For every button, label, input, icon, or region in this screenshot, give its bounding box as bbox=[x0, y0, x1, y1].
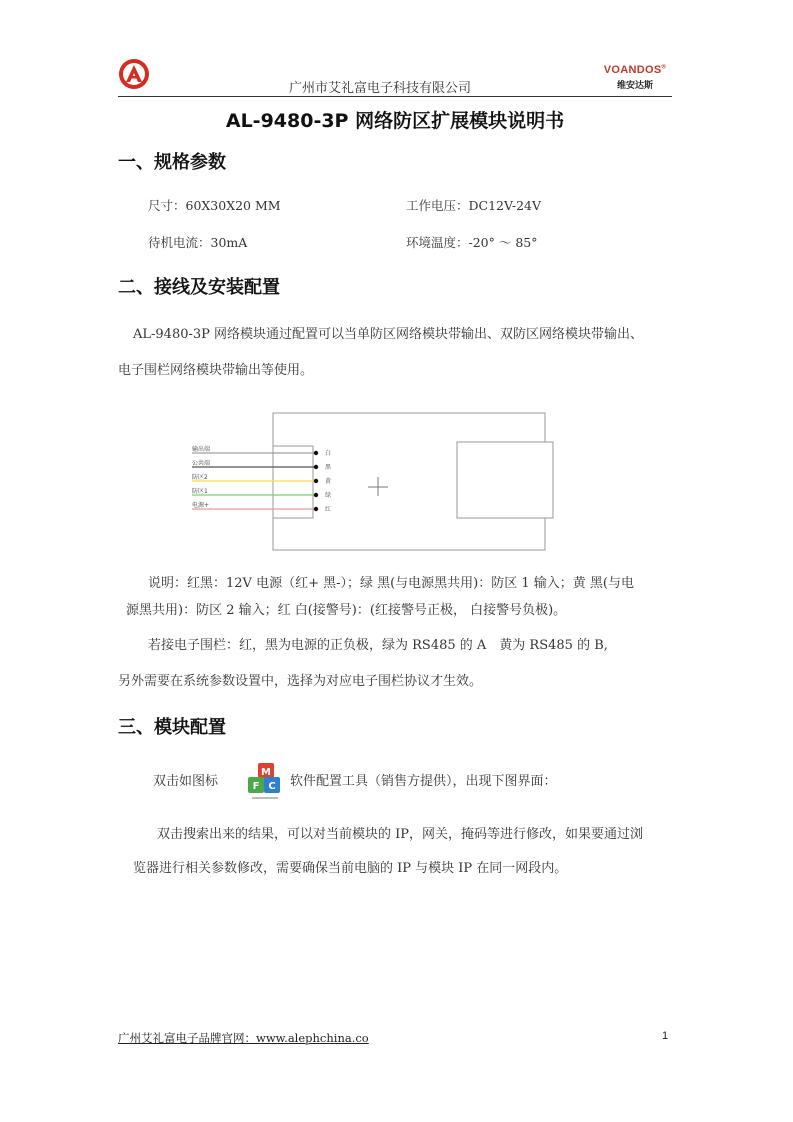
config-search-line2: 览器进行相关参数修改，需要确保当前电脑的 IP 与模块 IP 在同一网段内。 bbox=[133, 861, 568, 876]
company-name: 广州市艾礼富电子科技有限公司 bbox=[288, 81, 471, 96]
wire-label-right: 白 bbox=[325, 450, 332, 457]
icon-letter-m: M bbox=[261, 767, 271, 778]
config-text-before-icon: 双击如图标 bbox=[153, 774, 219, 789]
terminal-block bbox=[273, 446, 313, 518]
wire-label-left: 输出端 bbox=[192, 446, 211, 453]
wire-label-right: 黑 bbox=[325, 464, 332, 471]
brand-logo bbox=[600, 64, 670, 91]
config-search-line1: 双击搜索出来的结果，可以对当前模块的 IP，网关，掩码等进行修改，如果要通过浏 bbox=[157, 827, 644, 842]
wire-label-right: 黄 bbox=[325, 478, 332, 485]
spec-temperature: 环境温度：-20° ～ 85° bbox=[406, 235, 538, 250]
registered-mark: ® bbox=[661, 64, 667, 71]
page-number: 1 bbox=[662, 1030, 669, 1042]
document-title: AL-9480-3P 网络防区扩展模块说明书 bbox=[225, 110, 565, 132]
section-heading-config: 三、模块配置 bbox=[118, 717, 226, 738]
wire-label-left: 防区1 bbox=[192, 488, 208, 495]
wiring-intro-line1: AL-9480-3P 网络模块通过配置可以当单防区网络模块带输出、双防区网络模块带输出、 bbox=[133, 327, 644, 342]
spec-size: 尺寸：60X30X20 MM bbox=[148, 198, 281, 213]
section-heading-specs: 一、规格参数 bbox=[118, 152, 226, 173]
company-logo bbox=[118, 58, 150, 90]
wiring-description-line2: 源黑共用)：防区 2 输入；红 白(接警号)：(红接警号正极， 白接警号负极)。 bbox=[126, 603, 567, 618]
icon-letter-f: F bbox=[252, 781, 260, 792]
terminal-dot bbox=[314, 465, 318, 469]
terminal-dot bbox=[314, 451, 318, 455]
brand-name-cn: 维安达斯 bbox=[616, 81, 653, 91]
fence-note-line2: 另外需要在系统参数设置中，选择为对应电子围栏协议才生效。 bbox=[118, 674, 483, 689]
wire-label-left: 电源+ bbox=[192, 502, 210, 509]
config-text-after-icon: 软件配置工具（销售方提供），出现下图界面： bbox=[290, 774, 557, 789]
footer-website-link[interactable]: 广州艾礼富电子品牌官网：www.alephchina.co bbox=[118, 1031, 369, 1045]
wiring-diagram bbox=[182, 396, 562, 556]
wire-label-right: 绿 bbox=[325, 492, 332, 499]
icon-letter-c: C bbox=[268, 781, 276, 792]
wire-label-left: 防区2 bbox=[192, 474, 208, 481]
fence-note-line1: 若接电子围栏：红，黑为电源的正负极，绿为 RS485 的 A 黄为 RS485 的 B, bbox=[148, 638, 608, 653]
spec-standby-current: 待机电流：30mA bbox=[148, 235, 248, 250]
wiring-description-line1: 说明：红黑：12V 电源（红+ 黑-）；绿 黑(与电源黑共用)：防区 1 输入；黄 黑(与电 bbox=[148, 576, 634, 591]
wire-label-right: 红 bbox=[325, 506, 332, 513]
wire-label-left: 公共端 bbox=[192, 460, 211, 467]
config-tool-icon[interactable] bbox=[244, 760, 288, 804]
section-heading-wiring: 二、接线及安装配置 bbox=[118, 277, 280, 298]
module-component bbox=[457, 442, 553, 518]
spec-voltage: 工作电压：DC12V-24V bbox=[406, 198, 542, 213]
header-divider bbox=[118, 96, 672, 97]
wiring-intro-line2: 电子围栏网络模块带输出等使用。 bbox=[118, 363, 314, 378]
terminal-dot bbox=[314, 507, 318, 511]
brand-name-en: VOANDOS bbox=[603, 64, 662, 76]
terminal-dot bbox=[314, 479, 318, 483]
terminal-dot bbox=[314, 493, 318, 497]
